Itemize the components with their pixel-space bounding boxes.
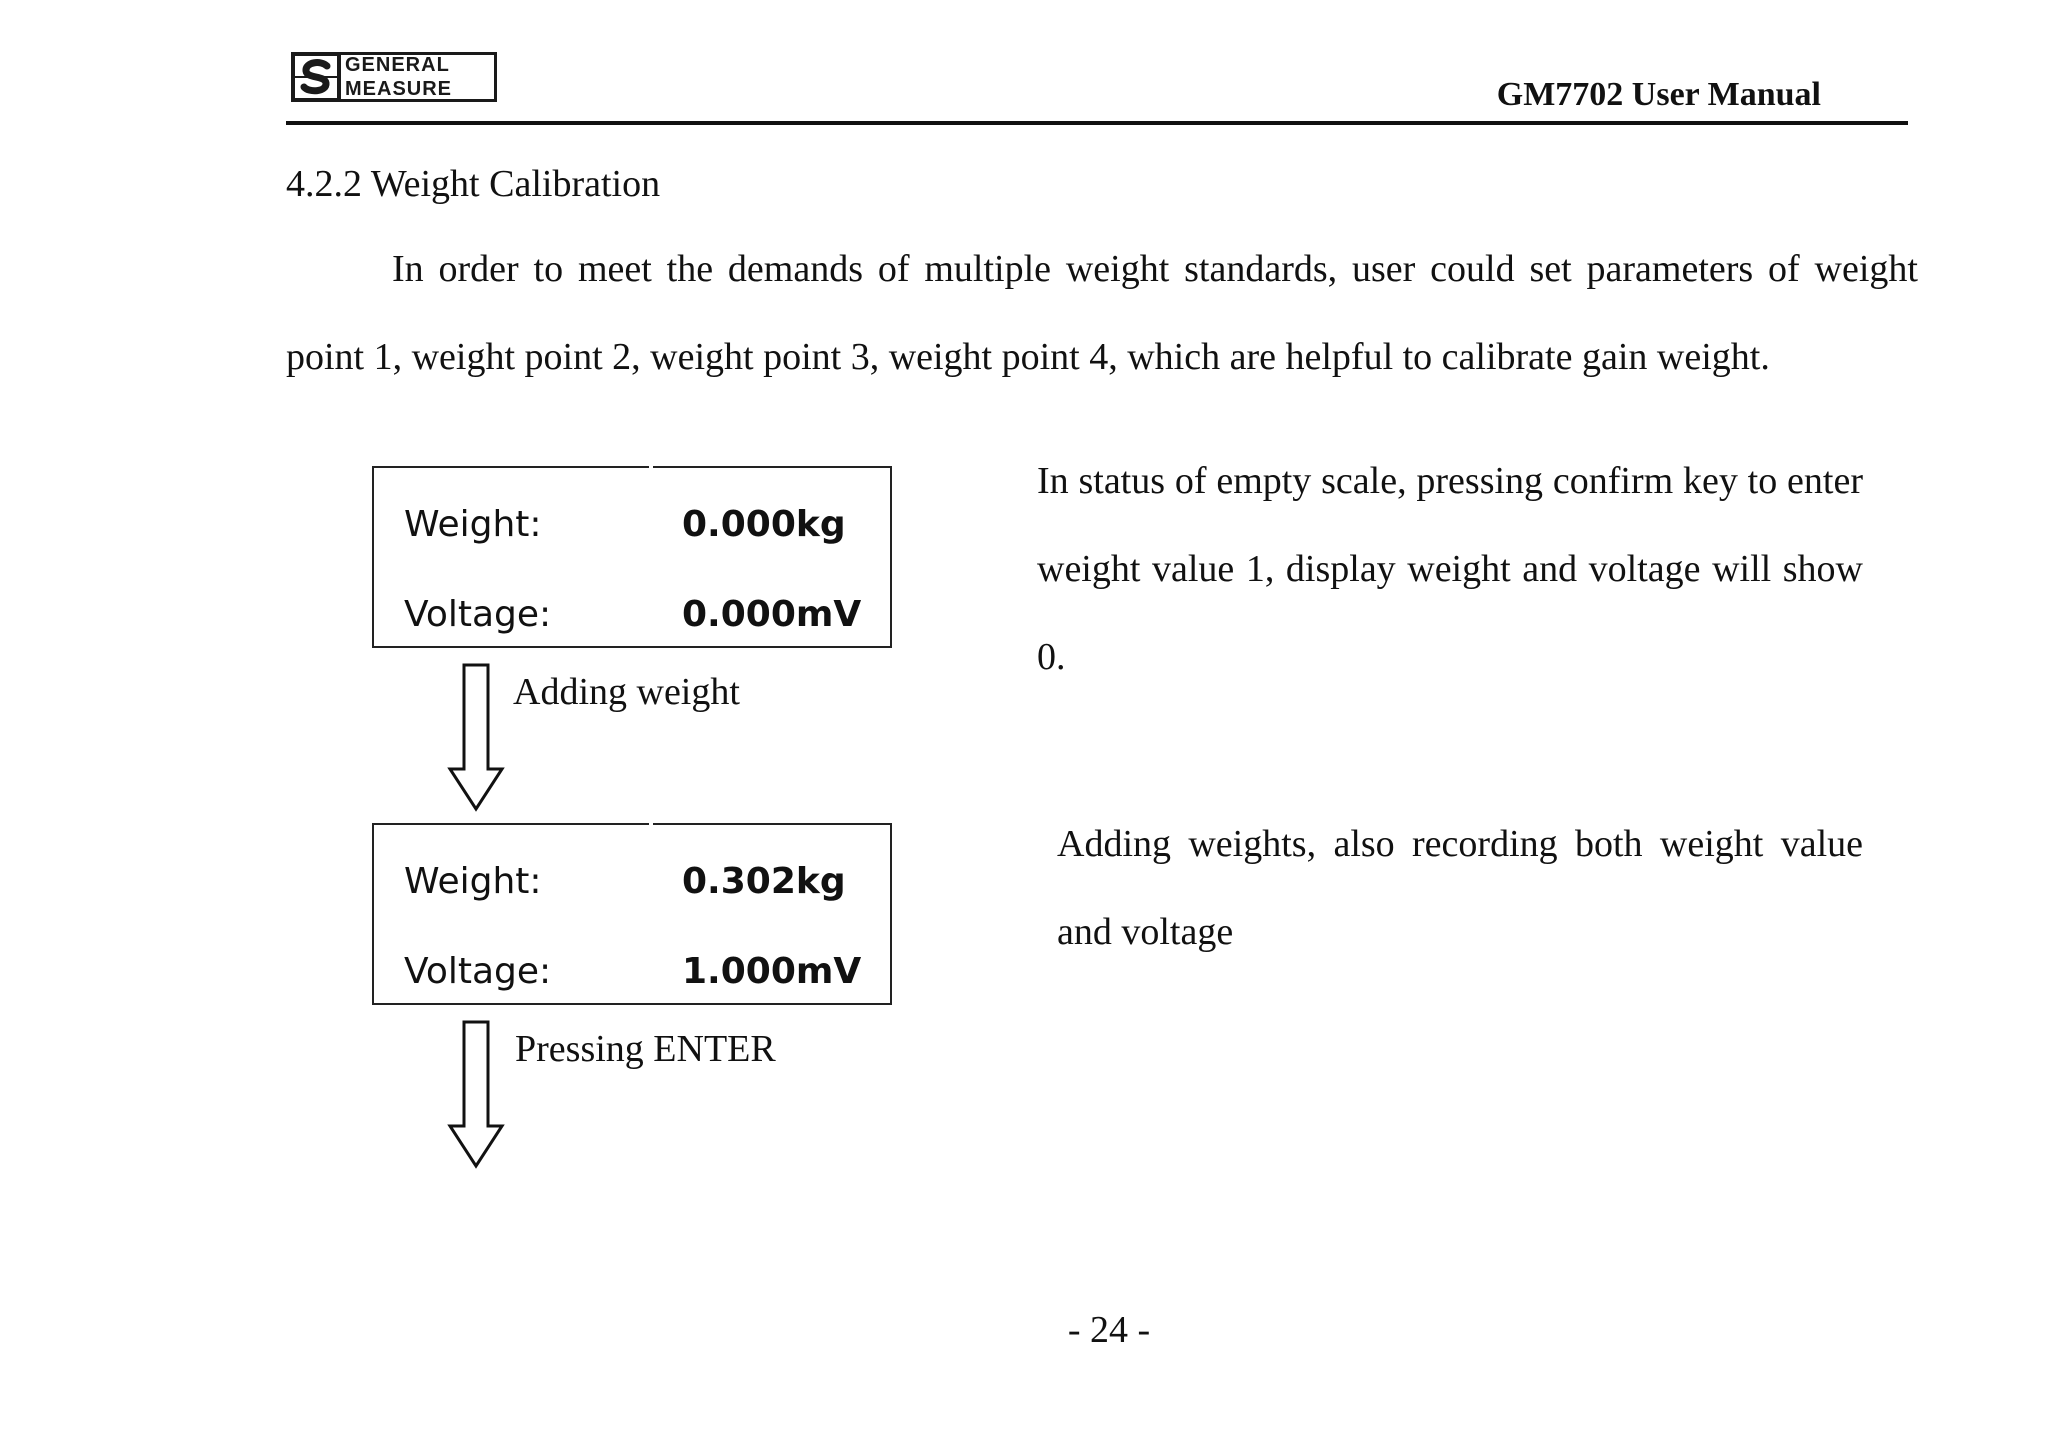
section-heading: 4.2.2 Weight Calibration [286,163,661,205]
weight-label: Weight: [404,861,542,902]
weight-value: 0.000kg [682,504,846,545]
display-notch [649,821,653,826]
display-panel-empty [372,466,892,648]
down-arrow-icon [446,1020,506,1170]
logo-line2: MEASURE [345,78,453,100]
voltage-label: Voltage: [404,951,552,992]
weight-value: 0.302kg [682,861,846,902]
description-adding-weights: Adding weights, also recording both weight value and voltage [1057,823,1863,953]
display-panel-loaded [372,823,892,1005]
step-adding-weight: Adding weight [513,671,740,713]
down-arrow-icon [446,663,506,813]
weight-label: Weight: [404,504,542,545]
description-empty-scale: In status of empty scale, pressing confirm key to enter weight value 1, display weight and voltage will show 0. [1037,460,1863,678]
company-logo [291,52,497,102]
intro-paragraph: In order to meet the demands of multiple weight standards, user could set parameters of weight point 1, weight point 2, weight point 3, weight point 4, which are helpful to calibrate gain weight. [286,248,1918,378]
document-title: GM7702 User Manual [1496,76,1821,113]
display-notch [649,464,653,469]
logo-s-icon [291,52,341,102]
logo-line1: GENERAL [345,54,450,76]
voltage-value: 1.000mV [682,951,862,992]
header-divider [286,121,1908,125]
voltage-value: 0.000mV [682,594,862,635]
logo-wordmark [341,52,497,102]
voltage-label: Voltage: [404,594,552,635]
step-pressing-enter: Pressing ENTER [515,1028,776,1070]
page-number: - 24 - [1067,1309,1151,1351]
